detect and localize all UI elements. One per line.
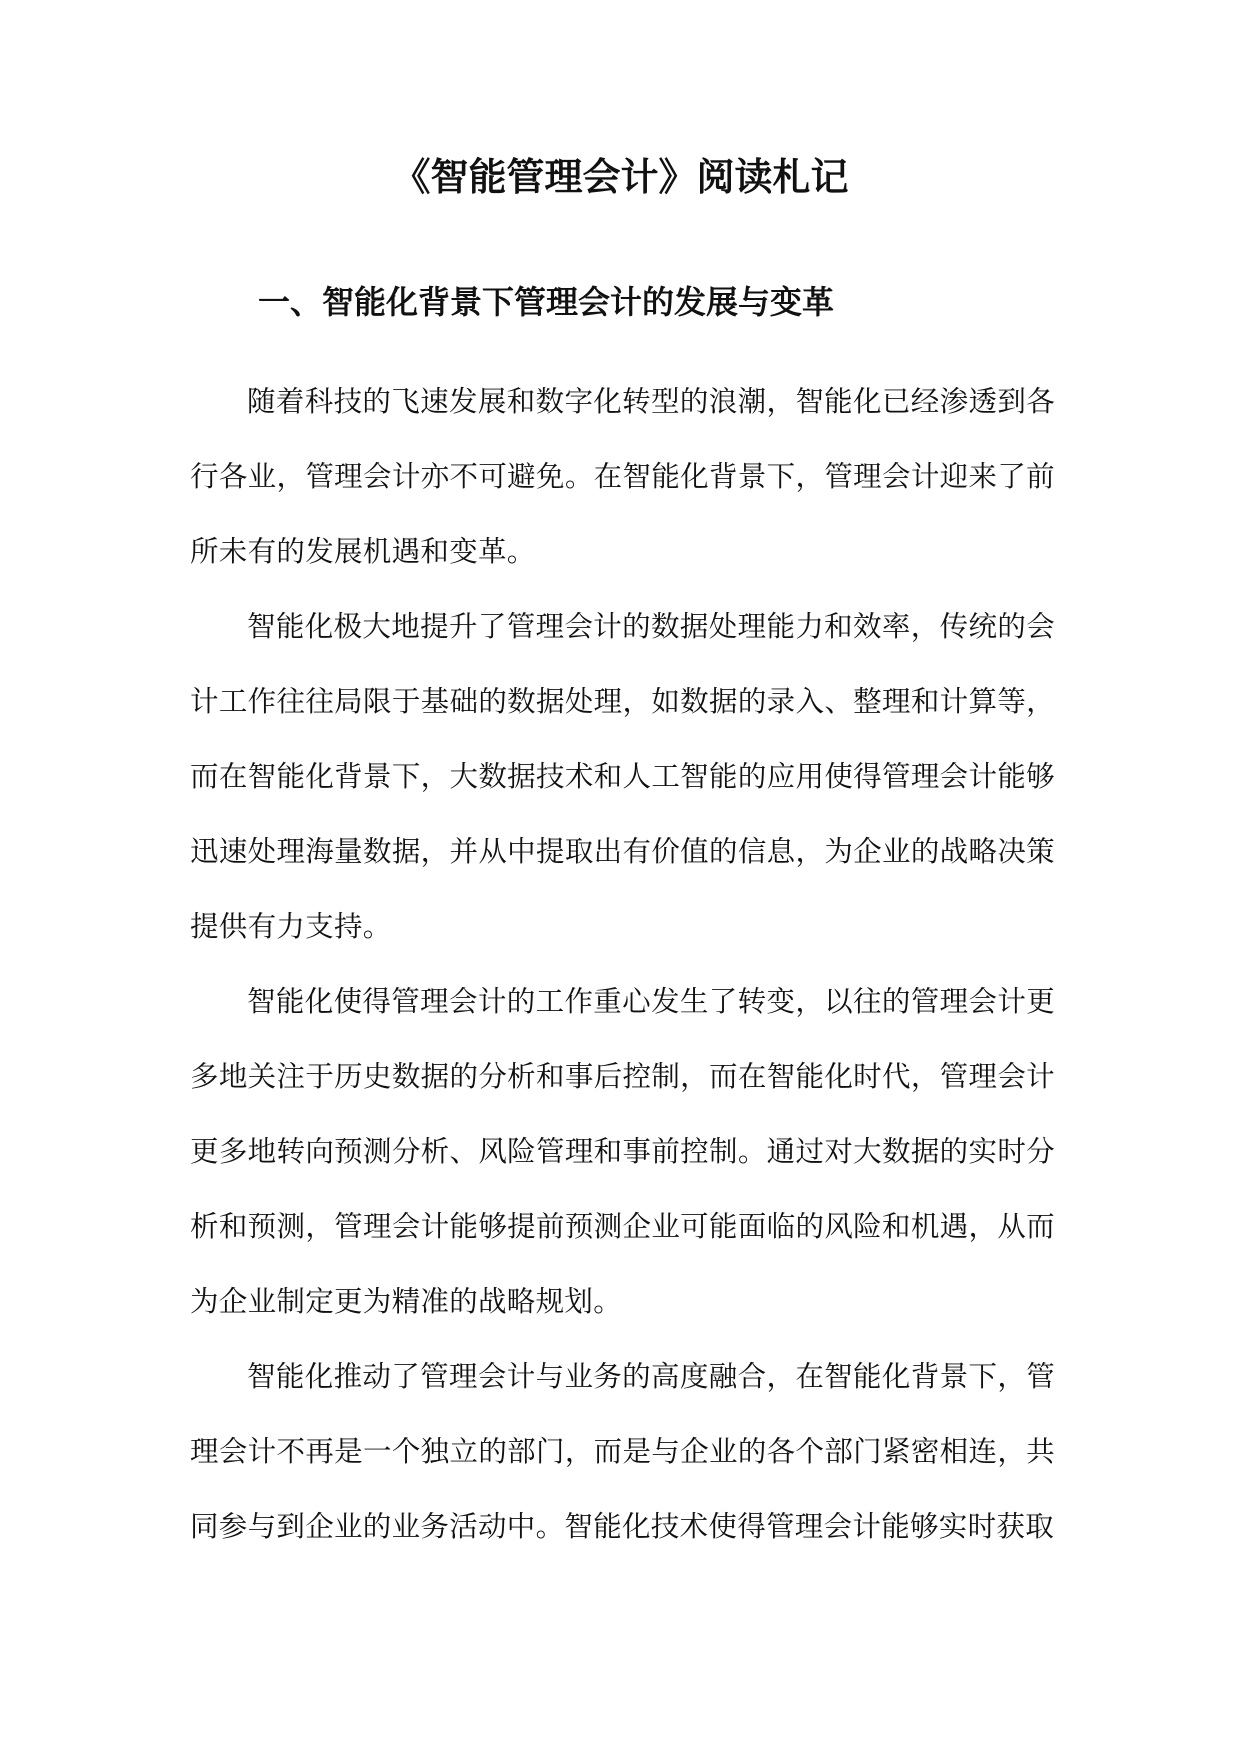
paragraph: 智能化极大地提升了管理会计的数据处理能力和效率，传统的会计工作往往局限于基础的数据处理，如数据的录入、整理和计算等，而在智能化背景下，大数据技术和人工智能的应用使得管理会计能够迅速处理海量数据，并从中提取出有价值的信息，为企业的战略决策提供有力支持。: [190, 610, 1055, 943]
paragraph: 智能化使得管理会计的工作重心发生了转变，以往的管理会计更多地关注于历史数据的分析和事后控制，而在智能化时代，管理会计更多地转向预测分析、风险管理和事前控制。通过对大数据的实时分析和预测，管理会计能够提前预测企业可能面临的风险和机遇，从而为企业制定更为精准的战略规划。: [190, 985, 1055, 1318]
paragraph: 随着科技的飞速发展和数字化转型的浪潮，智能化已经渗透到各行各业，管理会计亦不可避免。在智能化背景下，管理会计迎来了前所未有的发展机遇和变革。: [190, 385, 1055, 568]
document-body: [190, 364, 1055, 1564]
paragraph: 智能化推动了管理会计与业务的高度融合，在智能化背景下，管理会计不再是一个独立的部门，而是与企业的各个部门紧密相连，共同参与到企业的业务活动中。智能化技术使得管理会计能够实时获取: [190, 1360, 1055, 1543]
document-title: 《智能管理会计》阅读札记: [392, 154, 849, 199]
section-heading: 一、智能化背景下管理会计的发展与变革: [258, 283, 835, 321]
